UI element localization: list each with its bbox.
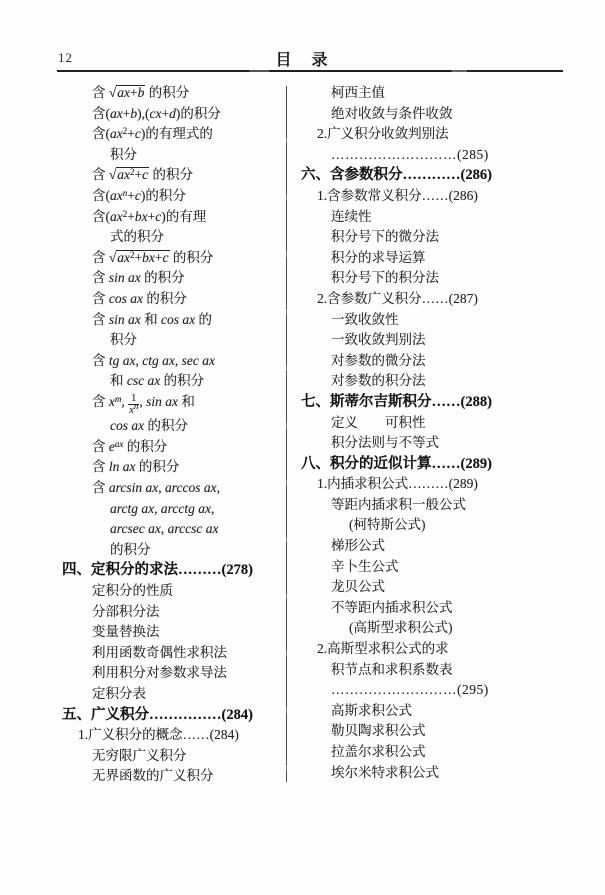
toc-line: ………………………(295) xyxy=(331,682,489,698)
toc-line: 含$(ax^n+c)$的积分 xyxy=(92,187,186,203)
toc-line: 积分号下的积分法 xyxy=(331,270,439,286)
page-number: 12 xyxy=(58,50,73,65)
toc-line: 对参数的微分法 xyxy=(331,352,426,368)
toc-line: 含 ln ax 的积分 xyxy=(92,459,180,475)
sqrt-expression: $√ax^2+bx+c$ xyxy=(108,249,169,265)
toc-right-column xyxy=(301,83,573,783)
toc-line: 含 $√ax^2+bx+c$ 的积分 xyxy=(92,249,214,265)
toc-line: 绝对收敛与条件收敛 xyxy=(331,105,453,121)
toc-section-heading: 五、广义积分……………(284) xyxy=(62,706,253,723)
toc-line: 和 csc ax 的积分 xyxy=(110,373,205,389)
toc-section-heading: 四、定积分的求法………(278) xyxy=(62,562,253,579)
toc-line: 定积分表 xyxy=(92,685,146,701)
sqrt-expression: $√ax^2+c$ xyxy=(108,167,149,183)
toc-line: arctg ax, arcctg ax, xyxy=(110,500,215,516)
toc-line: 1.广义积分的概念……(284) xyxy=(78,727,239,743)
toc-line: 龙贝公式 xyxy=(331,579,385,595)
toc-line: 分部积分法 xyxy=(92,603,160,619)
toc-line: 积节点和求积系数表 xyxy=(331,661,453,677)
toc-line: 勒贝陶求积公式 xyxy=(331,723,426,739)
toc-line: 含 $x^m$, $\frac{1}{x^n}$ , sin ax 和 xyxy=(92,392,195,416)
toc-line: 积分法则与不等式 xyxy=(331,435,439,451)
toc-line: 1.含参数常义积分……(286) xyxy=(317,187,478,203)
header-rule xyxy=(57,70,563,72)
toc-line: 含 √ax+b 的积分 xyxy=(92,85,190,100)
toc-line: 一致收敛判别法 xyxy=(331,332,426,348)
toc-line: 积分号下的微分法 xyxy=(331,229,439,245)
toc-line: 高斯求积公式 xyxy=(331,702,412,718)
toc-line: 含 $√ax^2+c$ 的积分 xyxy=(92,167,194,183)
toc-line: 定义 可积性 xyxy=(331,414,426,430)
toc-line: 利用积分对参数求导法 xyxy=(92,665,227,681)
toc-line: ………………………(285) xyxy=(331,146,489,162)
toc-section-heading: 八、积分的近似计算……(289) xyxy=(301,455,492,472)
toc-line: 定积分的性质 xyxy=(92,582,173,598)
toc-line: (柯特斯公式) xyxy=(349,517,426,533)
toc-line: 一致收敛性 xyxy=(331,311,399,327)
toc-line: 梯形公式 xyxy=(331,538,385,554)
toc-line: 无界函数的广义积分 xyxy=(92,768,214,784)
toc-line: 含 sin ax 的积分 xyxy=(92,270,185,286)
toc-line: 辛卜生公式 xyxy=(331,558,399,574)
toc-line: arcsec ax, arccsc ax xyxy=(110,521,219,537)
toc-line: 埃尔米特求积公式 xyxy=(331,764,439,780)
toc-line: 变量替换法 xyxy=(92,624,160,640)
toc-line: 利用函数奇偶性求积法 xyxy=(92,644,227,660)
toc-line: 连续性 xyxy=(331,208,372,224)
toc-left-column xyxy=(62,83,290,787)
toc-line: (高斯型求积公式) xyxy=(349,620,453,636)
fraction: $\frac{1}{x^n}$ xyxy=(129,392,139,416)
toc-line: 含$(ax^2+bx+c)$的有理 xyxy=(92,208,207,224)
toc-line: 积分 xyxy=(110,146,137,162)
toc-line: 含 tg ax, ctg ax, sec ax xyxy=(92,352,216,368)
toc-line: 式的积分 xyxy=(110,229,164,245)
toc-line: 含 cos ax 的积分 xyxy=(92,290,187,306)
toc-line: 2.广义积分收敛判别法 xyxy=(317,126,449,142)
toc-line: 2.含参数广义积分……(287) xyxy=(317,290,478,306)
toc-line: cos ax 的积分 xyxy=(110,418,188,434)
toc-section-heading: 六、含参数积分…………(286) xyxy=(301,167,492,184)
toc-line: 拉盖尔求积公式 xyxy=(331,744,426,759)
toc-line: 含$(ax^2+c)$的有理式的 xyxy=(92,126,213,142)
toc-line: 柯西主值 xyxy=(331,85,385,100)
sqrt-expression: √ax+b xyxy=(108,85,145,100)
toc-line: 积分 xyxy=(110,332,137,348)
toc-line: 2.高斯型求积公式的求 xyxy=(317,641,449,657)
toc-line: 含(ax+b),(cx+d)的积分 xyxy=(92,105,221,121)
toc-line: 含 arcsin ax, arccos ax, xyxy=(92,480,220,496)
toc-line: 含 sin ax 和 cos ax 的 xyxy=(92,311,213,327)
toc-line: 的积分 xyxy=(110,541,151,557)
toc-line: 1.内插求积公式………(289) xyxy=(317,476,478,492)
toc-section-heading: 七、斯蒂尔吉斯积分……(288) xyxy=(301,393,492,410)
toc-line: 对参数的积分法 xyxy=(331,373,426,389)
toc-line: 积分的求导运算 xyxy=(331,249,426,265)
toc-line: 不等距内插求积公式 xyxy=(331,599,453,615)
toc-line: 含 $e^{ax}$ 的积分 xyxy=(92,438,168,454)
page-title: 目 录 xyxy=(275,52,330,69)
toc-line: 等距内插求积一般公式 xyxy=(331,496,466,512)
toc-line: 无穷限广义积分 xyxy=(92,747,187,763)
